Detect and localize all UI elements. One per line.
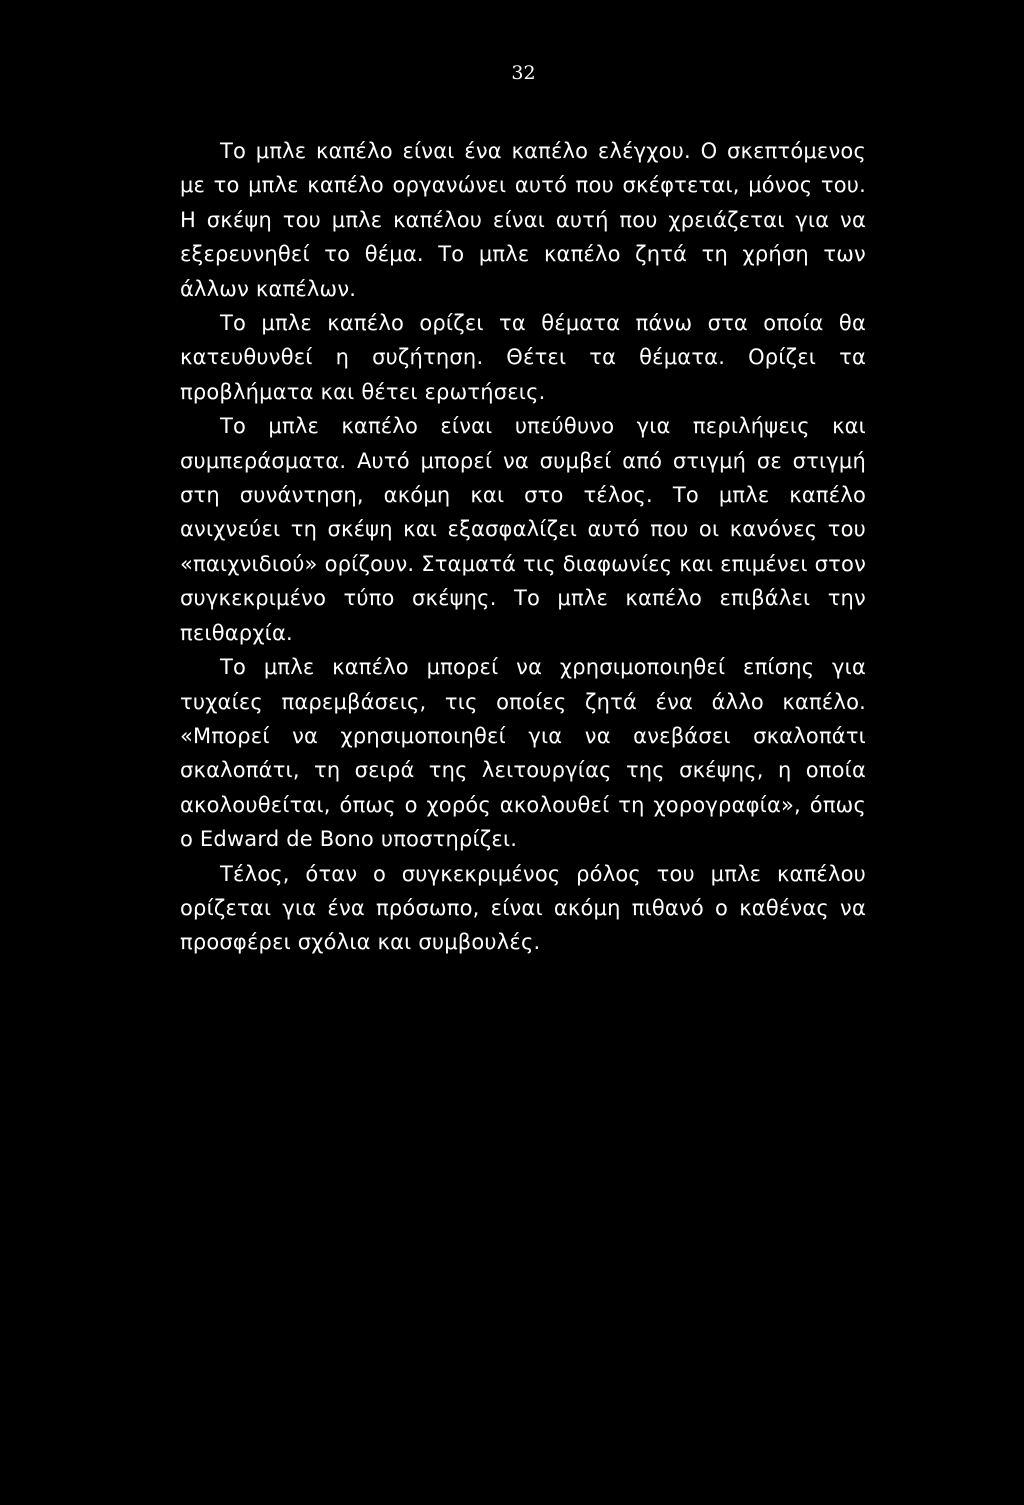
paragraph-summaries: Το μπλε καπέλο είναι υπεύθυνο για περιλήψεις και συμπεράσματα. Αυτό μπορεί να συμβεί από στιγμή σε στιγμή στη συνάντηση, ακόμη και στο τέλος. Το μπλε καπέλο ανιχνεύει τη σκέψη και εξασφαλίζει αυτό που οι κανόνες του «παιχνιδιού» ορίζουν. Σταματά τις διαφωνίες και επιμένει στον συγκεκριμένο τύπο σκέψης. Το μπλε καπέλο επιβάλει την πειθαρχία. (180, 414, 866, 645)
paragraph-defines-topics: Το μπλε καπέλο ορίζει τα θέματα πάνω στα οποία θα κατευθυνθεί η συζήτηση. Θέτει τα θέματα. Ορίζει τα προβλήματα και θέτει ερωτήσεις. (180, 311, 866, 404)
page-number: 32 (511, 62, 536, 84)
paragraph-control-hat: Το μπλε καπέλο είναι ένα καπέλο ελέγχου. Ο σκεπτόμενος με το μπλε καπέλο οργανώνει αυτό που σκέφτεται, μόνος του. Η σκέψη του μπλε καπέλου είναι αυτή που χρειάζεται για να εξερευνηθεί το θέμα. Το μπλε καπέλο ζητά τη χρήση των άλλων καπέλων. (180, 139, 866, 301)
paragraph-conclusion: Τέλος, όταν ο συγκεκριμένος ρόλος του μπλε καπέλου ορίζεται για ένα πρόσωπο, είναι ακόμη πιθανό ο καθένας να προσφέρει σχόλια και συμβουλές. (180, 861, 866, 955)
paragraph-interventions: Το μπλε καπέλο μπορεί να χρησιμοποιηθεί επίσης για τυχαίες παρεμβάσεις, τις οποίες ζητά ένα άλλο καπέλο. «Μπορεί να χρησιμοποιηθεί για να ανεβάσει σκαλοπάτι σκαλοπάτι, τη σειρά της λειτουργίας της σκέψης, η οποία ακολουθείται, όπως ο χορός ακολουθεί τη χορογραφία», όπως ο Edward de Bono υποστηρίζει. (180, 655, 866, 852)
document-body (180, 134, 866, 960)
